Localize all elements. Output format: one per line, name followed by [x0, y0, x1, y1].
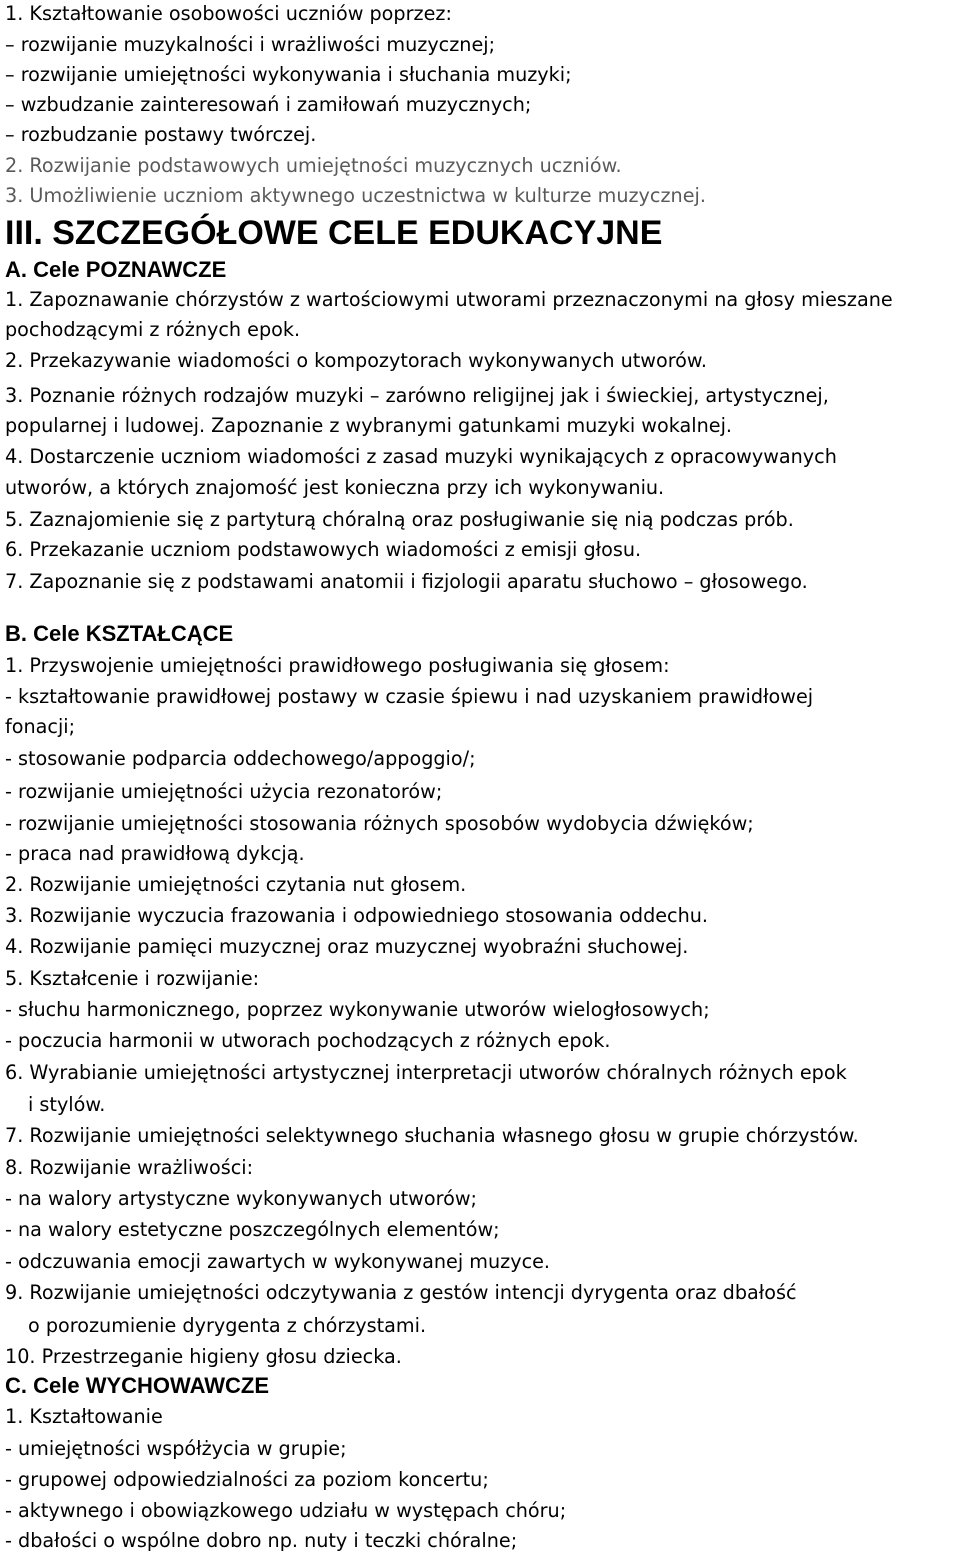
- text-line: pochodzącymi z różnych epok.: [5, 318, 301, 341]
- text-line: – rozwijanie muzykalności i wrażliwości muzycznej;: [5, 33, 496, 56]
- text-line: 2. Rozwijanie podstawowych umiejętności muzycznych uczniów.: [5, 154, 622, 177]
- text-line: 3. Poznanie różnych rodzajów muzyki – zarówno religijnej jak i świeckiej, artystycznej,: [5, 384, 829, 407]
- subsection-heading: B. Cele KSZTAŁCĄCE: [5, 621, 234, 646]
- text-line: – rozbudzanie postawy twórczej.: [5, 123, 317, 146]
- text-line: - kształtowanie prawidłowej postawy w czasie śpiewu i nad uzyskaniem prawidłowej: [5, 685, 814, 708]
- text-line: 1. Kształtowanie osobowości uczniów poprzez:: [5, 2, 452, 25]
- text-line: 7. Zapoznanie się z podstawami anatomii i fizjologii aparatu słuchowo – głosowego.: [5, 570, 808, 593]
- text-line: - stosowanie podparcia oddechowego/appoggio/;: [5, 747, 476, 770]
- text-line: popularnej i ludowej. Zapoznanie z wybranymi gatunkami muzyki wokalnej.: [5, 414, 732, 437]
- text-line: – wzbudzanie zainteresowań i zamiłowań muzycznych;: [5, 93, 532, 116]
- text-line: 2. Przekazywanie wiadomości o kompozytorach wykonywanych utworów.: [5, 349, 707, 372]
- text-line: - poczucia harmonii w utworach pochodzących z różnych epok.: [5, 1029, 611, 1052]
- text-line: 4. Rozwijanie pamięci muzycznej oraz muzycznej wyobraźni słuchowej.: [5, 935, 689, 958]
- text-line: - na walory estetyczne poszczególnych elementów;: [5, 1218, 500, 1241]
- text-line: 5. Kształcenie i rozwijanie:: [5, 967, 260, 990]
- text-line: i stylów.: [28, 1093, 106, 1116]
- text-line: 4. Dostarczenie uczniom wiadomości z zasad muzyki wynikających z opracowywanych: [5, 445, 837, 468]
- text-line: 1. Kształtowanie: [5, 1405, 163, 1428]
- text-line: - umiejętności współżycia w grupie;: [5, 1437, 347, 1460]
- text-line: 1. Przyswojenie umiejętności prawidłowego posługiwania się głosem:: [5, 654, 670, 677]
- text-line: 3. Rozwijanie wyczucia frazowania i odpowiedniego stosowania oddechu.: [5, 904, 709, 927]
- subsection-heading: A. Cele POZNAWCZE: [5, 257, 227, 282]
- text-line: - słuchu harmonicznego, poprzez wykonywanie utworów wielogłosowych;: [5, 998, 710, 1021]
- text-line: fonacji;: [5, 715, 76, 738]
- text-line: – rozwijanie umiejętności wykonywania i słuchania muzyki;: [5, 63, 572, 86]
- text-line: - odczuwania emocji zawartych w wykonywanej muzyce.: [5, 1250, 551, 1273]
- text-line: utworów, a których znajomość jest konieczna przy ich wykonywaniu.: [5, 476, 665, 499]
- text-line: - na walory artystyczne wykonywanych utworów;: [5, 1187, 477, 1210]
- text-line: - praca nad prawidłową dykcją.: [5, 842, 305, 865]
- text-line: - rozwijanie umiejętności stosowania różnych sposobów wydobycia dźwięków;: [5, 812, 754, 835]
- subsection-heading: C. Cele WYCHOWAWCZE: [5, 1373, 270, 1398]
- text-line: 3. Umożliwienie uczniom aktywnego uczestnictwa w kulturze muzycznej.: [5, 184, 706, 207]
- text-line: 2. Rozwijanie umiejętności czytania nut głosem.: [5, 873, 467, 896]
- text-line: 6. Przekazanie uczniom podstawowych wiadomości z emisji głosu.: [5, 538, 642, 561]
- text-line: o porozumienie dyrygenta z chórzystami.: [28, 1314, 427, 1337]
- text-line: 6. Wyrabianie umiejętności artystycznej interpretacji utworów chóralnych różnych epok: [5, 1061, 847, 1084]
- text-line: 1. Zapoznawanie chórzystów z wartościowymi utworami przeznaczonymi na głosy mieszane: [5, 288, 893, 311]
- text-line: 5. Zaznajomienie się z partyturą chóralną oraz posługiwanie się nią podczas prób.: [5, 508, 794, 531]
- text-line: - aktywnego i obowiązkowego udziału w występach chóru;: [5, 1499, 567, 1522]
- text-line: 8. Rozwijanie wrażliwości:: [5, 1156, 254, 1179]
- text-line: - grupowej odpowiedzialności za poziom koncertu;: [5, 1468, 489, 1491]
- text-line: - dbałości o wspólne dobro np. nuty i teczki chóralne;: [5, 1529, 518, 1552]
- text-line: 9. Rozwijanie umiejętności odczytywania z gestów intencji dyrygenta oraz dbałość: [5, 1281, 797, 1304]
- section-heading: III. SZCZEGÓŁOWE CELE EDUKACYJNE: [5, 214, 663, 252]
- text-line: - rozwijanie umiejętności użycia rezonatorów;: [5, 780, 443, 803]
- text-line: 7. Rozwijanie umiejętności selektywnego słuchania własnego głosu w grupie chórzystów.: [5, 1124, 859, 1147]
- text-line: 10. Przestrzeganie higieny głosu dziecka.: [5, 1345, 402, 1368]
